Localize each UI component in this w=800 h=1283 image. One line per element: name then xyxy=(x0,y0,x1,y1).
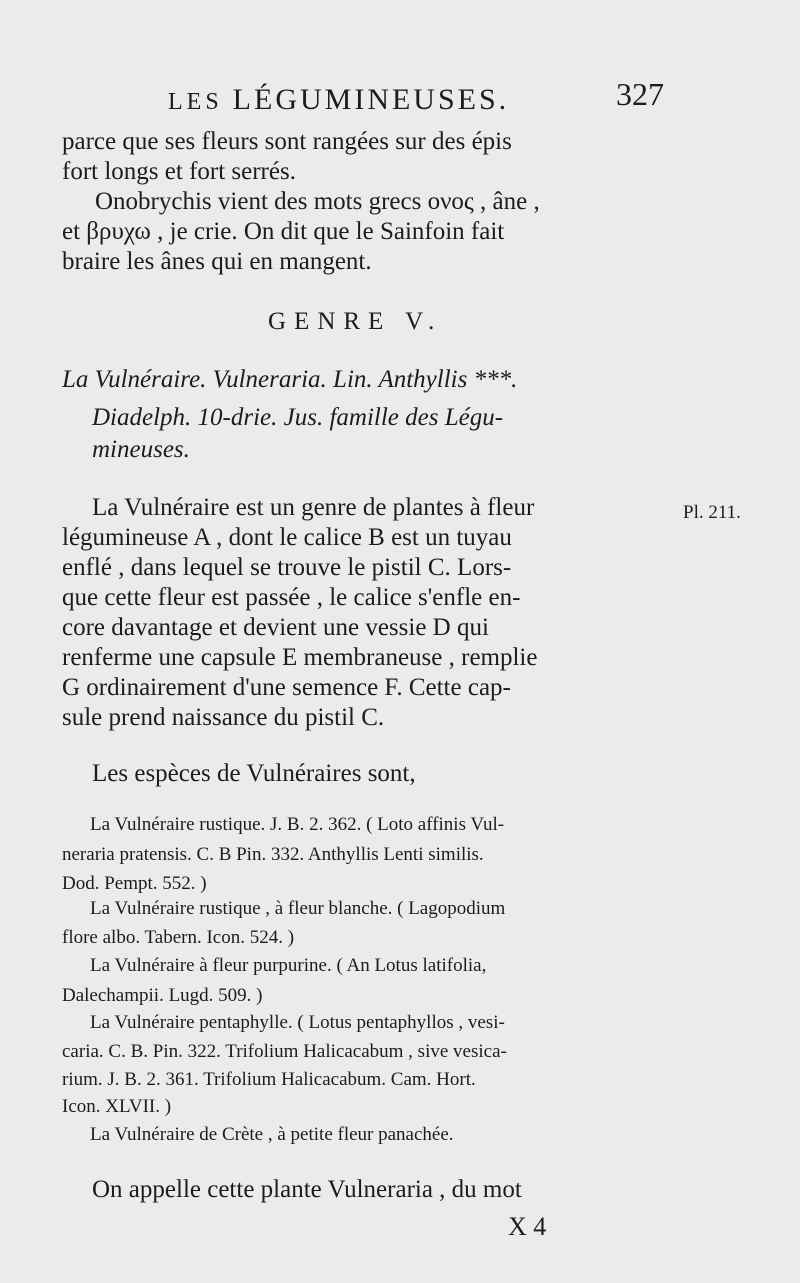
running-head-title: LÉGUMINEUSES. xyxy=(232,83,510,116)
species-line: Dod. Pempt. 552. ) xyxy=(62,873,207,894)
running-head xyxy=(168,83,509,117)
body-line: Onobrychis vient des mots grecs ονος , âne , xyxy=(95,188,540,215)
body-line: fort longs et fort serrés. xyxy=(62,158,296,185)
genus-intro-line: mineuses. xyxy=(92,436,190,463)
genus-intro-line: Diadelph. 10-drie. Jus. famille des Légu- xyxy=(92,404,504,431)
genre-heading: GENRE V. xyxy=(268,308,443,335)
description-line: légumineuse A , dont le calice B est un tuyau xyxy=(62,524,512,551)
description-line: que cette fleur est passée , le calice s'enfle en- xyxy=(62,584,521,611)
description-line: renferme une capsule E membraneuse , remplie xyxy=(62,644,538,671)
species-line: caria. C. B. Pin. 322. Trifolium Halicacabum , sive vesica- xyxy=(62,1041,507,1062)
species-line: flore albo. Tabern. Icon. 524. ) xyxy=(62,927,295,948)
description-line: sule prend naissance du pistil C. xyxy=(62,704,385,731)
description-line: enflé , dans lequel se trouve le pistil C. Lors- xyxy=(62,554,512,581)
species-line: rium. J. B. 2. 361. Trifolium Halicacabum. Cam. Hort. xyxy=(62,1069,476,1090)
description-line: La Vulnéraire est un genre de plantes à fleur xyxy=(92,494,535,521)
species-line: La Vulnéraire rustique. J. B. 2. 362. ( Loto affinis Vul- xyxy=(90,814,505,835)
species-line: Dalechampii. Lugd. 509. ) xyxy=(62,985,263,1006)
species-line: La Vulnéraire de Crète , à petite fleur panachée. xyxy=(90,1124,454,1145)
species-line: La Vulnéraire pentaphylle. ( Lotus pentaphyllos , vesi- xyxy=(90,1012,505,1033)
species-line: neraria pratensis. C. B Pin. 332. Anthyllis Lenti similis. xyxy=(62,844,484,865)
closing-line: On appelle cette plante Vulneraria , du mot xyxy=(92,1176,522,1203)
page-number: 327 xyxy=(616,76,664,112)
signature-mark: X 4 xyxy=(508,1212,547,1241)
description-line: core davantage et devient une vessie D qui xyxy=(62,614,489,641)
genus-intro-line: La Vulnéraire. Vulneraria. Lin. Anthyllis ***. xyxy=(62,366,518,393)
species-heading: Les espèces de Vulnéraires sont, xyxy=(92,760,416,787)
body-line: braire les ânes qui en mangent. xyxy=(62,248,372,275)
body-line: et βρυχω , je crie. On dit que le Sainfoin fait xyxy=(62,218,505,245)
species-line: La Vulnéraire rustique , à fleur blanche. ( Lagopodium xyxy=(90,898,506,919)
species-line: Icon. XLVII. ) xyxy=(62,1096,172,1117)
plate-reference: Pl. 211. xyxy=(683,502,741,523)
species-line: La Vulnéraire à fleur purpurine. ( An Lotus latifolia, xyxy=(90,955,487,976)
running-head-small: LES xyxy=(168,89,233,115)
description-line: G ordinairement d'une semence F. Cette cap- xyxy=(62,674,511,701)
body-line: parce que ses fleurs sont rangées sur des épis xyxy=(62,128,512,155)
